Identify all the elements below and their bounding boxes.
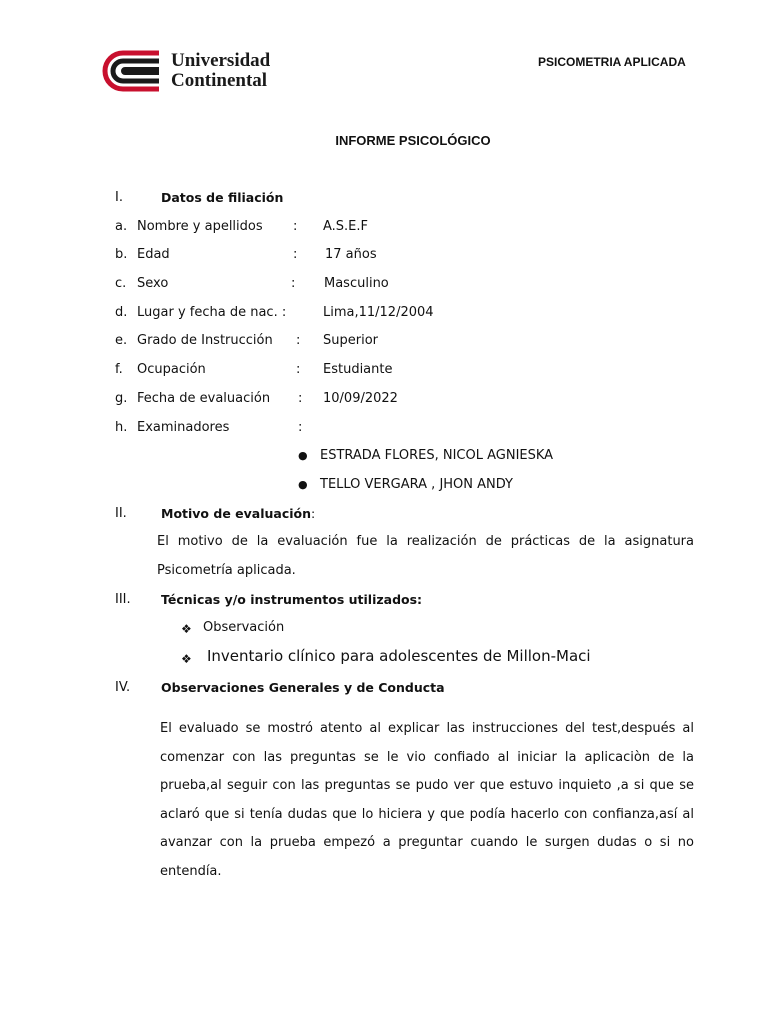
row-label: Grado de Instrucción: [137, 333, 273, 348]
section-2-paragraph: El motivo de la evaluación fue la realización de prácticas de la asignatura Psicometría aplicada.: [157, 534, 694, 578]
row-label: Fecha de evaluación: [137, 391, 271, 406]
university-logo: [93, 45, 279, 97]
examiner-name: TELLO VERGARA , JHON ANDY: [320, 477, 514, 492]
row-value: Estudiante: [323, 362, 393, 377]
row-label: Edad: [137, 247, 170, 262]
row-value: A.S.E.F: [323, 219, 369, 234]
section-4-paragraph: El evaluado se mostró atento al explicar las instrucciones del test,después al comenzar con las preguntas se le vio confiado al iniciar la aplicaciòn de la prueba,al seguir con las preguntas se pudo ver que estuvo inquieto ,a si que se aclaró que si tenía dudas que lo hiciera y que podía hacerlo con confianza,así al avanzar con la prueba empezó a preguntar cuando le surgen dudas o si no entendía.: [160, 721, 694, 879]
section-2-number: II.: [115, 506, 127, 521]
continental-logo-icon: [93, 45, 165, 97]
row-letter: f.: [115, 362, 123, 377]
section-4-title: Observaciones Generales y de Conducta: [161, 680, 445, 695]
instrument-item: Observación: [203, 620, 285, 635]
logo-line-2: Continental: [171, 70, 268, 91]
row-label: Lugar y fecha de nac. :: [137, 305, 287, 320]
section-1-number: I.: [115, 190, 123, 205]
row-value: Superior: [323, 333, 378, 348]
row-letter: d.: [115, 305, 128, 320]
row-label: Examinadores: [137, 420, 230, 435]
section-3-title: Técnicas y/o instrumentos utilizados:: [161, 592, 423, 607]
row-letter: g.: [115, 391, 128, 406]
row-colon: :: [293, 219, 298, 234]
row-letter: e.: [115, 333, 128, 348]
row-colon: :: [298, 420, 303, 435]
diamond-bullet-icon: ❖: [181, 622, 192, 636]
row-colon: :: [296, 333, 301, 348]
row-value: 17 años: [325, 247, 377, 262]
row-colon: :: [293, 247, 298, 262]
section-1-title: Datos de filiación: [161, 190, 284, 205]
logo-line-1: Universidad: [171, 50, 271, 71]
section-3-number: III.: [115, 592, 131, 607]
bullet-icon: ●: [298, 449, 308, 462]
row-letter: a.: [115, 219, 128, 234]
row-label: Ocupación: [137, 362, 206, 377]
report-title: INFORME PSICOLÓGICO: [335, 133, 491, 148]
section-2-title-text: Motivo de evaluación: [161, 506, 312, 521]
row-value: Masculino: [324, 276, 389, 291]
section-4-number: IV.: [115, 680, 131, 695]
row-letter: c.: [115, 276, 127, 291]
row-colon: :: [291, 276, 296, 291]
row-label: Nombre y apellidos: [137, 219, 263, 234]
row-colon: :: [298, 391, 303, 406]
instrument-item: Inventario clínico para adolescentes de Millon-Maci: [207, 647, 591, 665]
row-value: 10/09/2022: [323, 391, 398, 406]
course-header: PSICOMETRIA APLICADA: [538, 55, 686, 69]
examiner-name: ESTRADA FLORES, NICOL AGNIESKA: [320, 448, 554, 463]
row-letter: b.: [115, 247, 128, 262]
row-letter: h.: [115, 420, 128, 435]
section-2-title: [161, 506, 315, 522]
diamond-bullet-icon: ❖: [181, 652, 192, 666]
bullet-icon: ●: [298, 478, 308, 491]
section-2-title-colon: :: [311, 506, 316, 521]
row-label: Sexo: [137, 276, 169, 291]
row-colon: :: [296, 362, 301, 377]
row-value: Lima,11/12/2004: [323, 305, 434, 320]
